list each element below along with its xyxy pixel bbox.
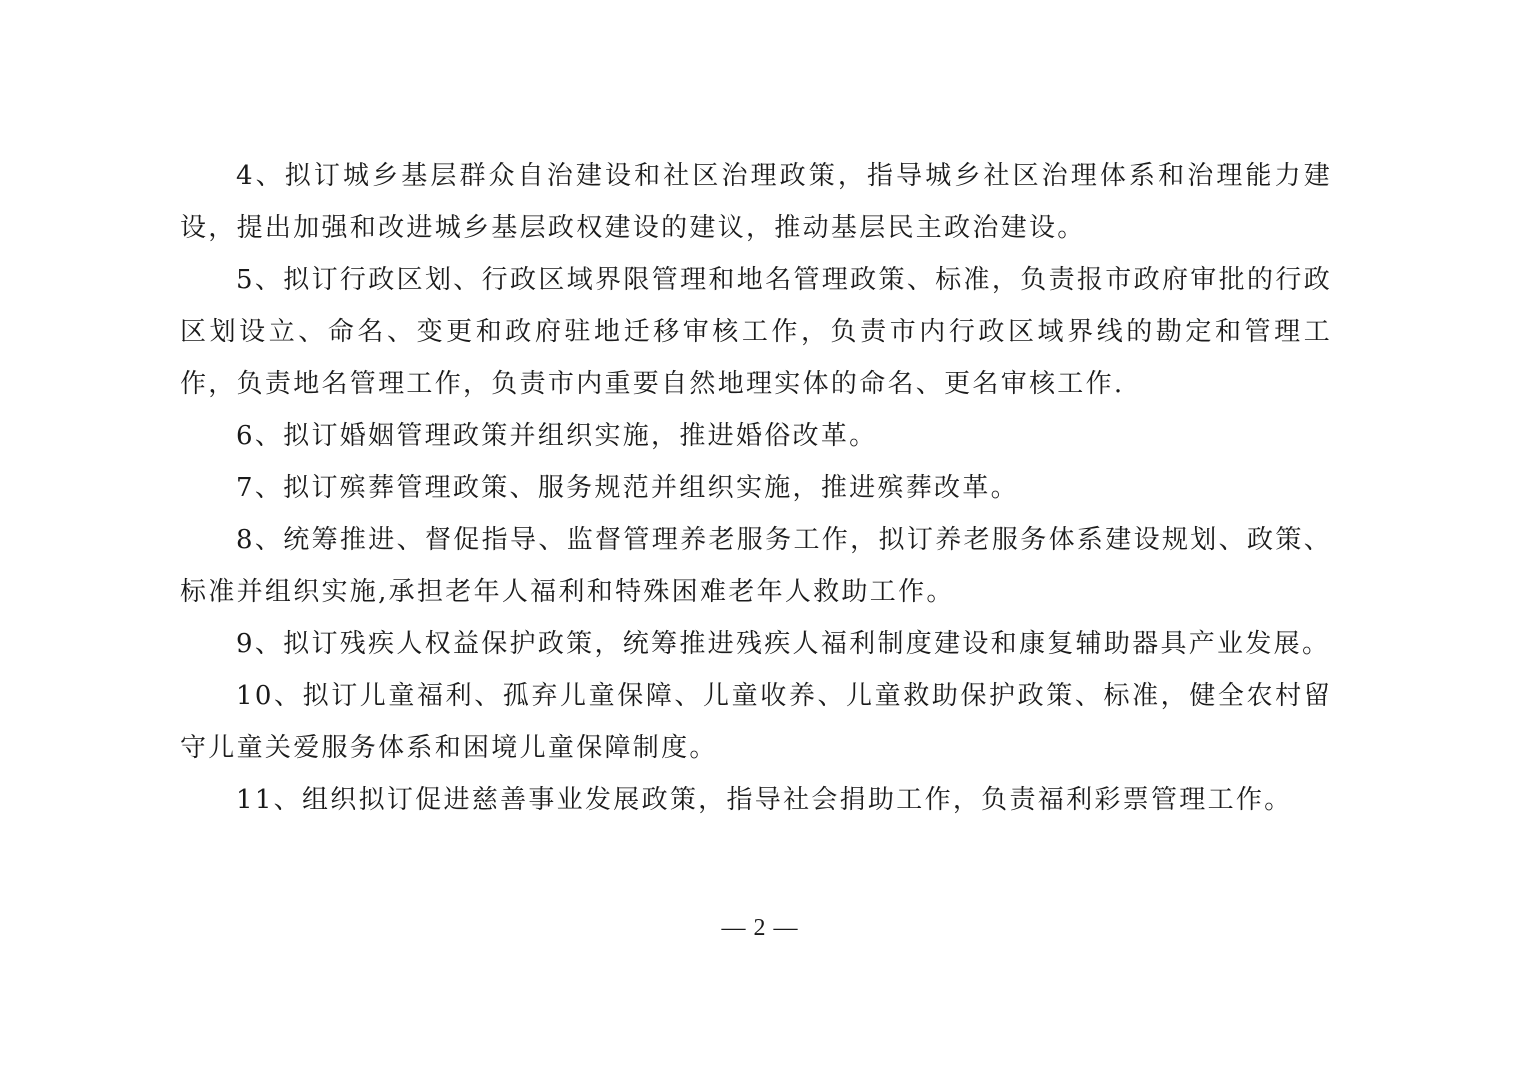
paragraph-item-7: 7、拟订殡葬管理政策、服务规范并组织实施，推进殡葬改革。 — [236, 473, 1019, 503]
paragraph-item-9: 9、拟订残疾人权益保护政策，统筹推进残疾人福利制度建设和康复辅助器具产业发展。 — [236, 629, 1331, 659]
paragraph-item-10: 10、拟订儿童福利、孤弃儿童保障、儿童收养、儿童救助保护政策、标准，健全农村留守儿童关爱服务体系和困境儿童保障制度。 — [180, 681, 1332, 763]
paragraph-item-5: 5、拟订行政区划、行政区域界限管理和地名管理政策、标准，负责报市政府审批的行政区划设立、命名、变更和政府驻地迁移审核工作，负责市内行政区域界线的勘定和管理工作，负责地名管理工作，负责市内重要自然地理实体的命名、更名审核工作. — [180, 265, 1332, 399]
paragraph-item-8: 8、统筹推进、督促指导、监督管理养老服务工作，拟订养老服务体系建设规划、政策、标准并组织实施,承担老年人福利和特殊困难老年人救助工作。 — [180, 525, 1332, 607]
paragraph-item-11: 11、组织拟订促进慈善事业发展政策，指导社会捐助工作，负责福利彩票管理工作。 — [236, 785, 1293, 815]
paragraph-item-4: 4、拟订城乡基层群众自治建设和社区治理政策，指导城乡社区治理体系和治理能力建设，提出加强和改进城乡基层政权建设的建议，推动基层民主政治建设。 — [180, 161, 1332, 243]
document-body — [180, 150, 1332, 826]
paragraph-item-6: 6、拟订婚姻管理政策并组织实施，推进婚俗改革。 — [236, 421, 878, 451]
page-number: — 2 — — [721, 915, 799, 941]
